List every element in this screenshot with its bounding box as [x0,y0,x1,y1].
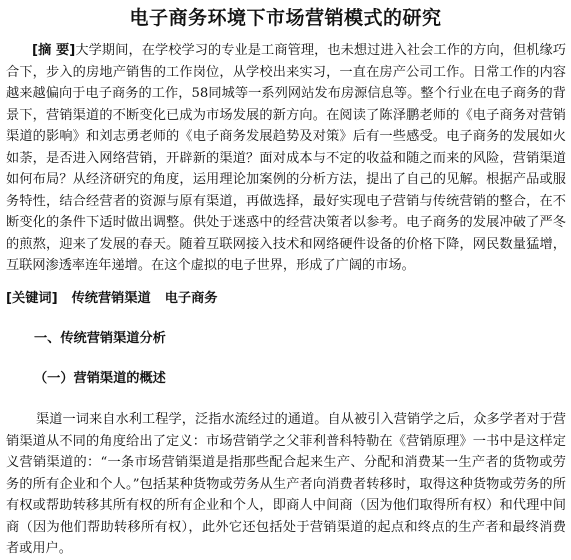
keyword-item: 电子商务 [164,291,218,306]
document-title: 电子商务环境下市场营销模式的研究 [129,7,442,29]
keywords-label: [关键词] [6,291,58,306]
section-heading: 一、传统营销渠道分析 [34,331,166,346]
keyword-item: 传统营销渠道 [71,291,151,306]
keywords-line [6,289,566,309]
subsection-heading: （一）营销渠道的概述 [34,371,166,386]
abstract-text: 大学期间，在学校学习的专业是工商管理，也未想过进入社会工作的方向，但机缘巧合下，步入的房地产销售的工作岗位，从学校出来实习，一直在房产公司工作。日常工作的内容越来越偏向于电子商务的工作，58同城等一系列网站发布房源信息等。整个行业在电子商务的背景下，营销渠道的不断变化已成为市场发展的新方向。在阅读了陈泽鹏老师的《电子商务对营销渠道的影响》和刘志勇老师的《电子商务发展趋势及对策》后有一些感受。电子商务的发展如火如荼，是否进入网络营销，开辟新的渠道？面对成本与不定的收益和随之而来的风险，营销渠道如何布局？从经济研究的角度，运用理论加案例的分析方法，提出了自己的见解。根据产品或服务特性，结合经营者的资源与原有渠道，再做选择，最好实现电子营销与传统营销的整合，在不断变化的条件下适时做出调整。供处于迷惑中的经营决策者以参考。电子商务的发展冲破了严冬的煎熬，迎来了发展的春天。随着互联网接入技术和网络硬件设备的价格下降，网民数量猛增，互联网渗透率连年递增。在这个虚拟的电子世界，形成了广阔的市场。 [6,43,566,273]
abstract-paragraph [6,40,566,277]
abstract-label: [摘 要] [32,43,76,58]
body-paragraph: 渠道一词来自水利工程学，泛指水流经过的通道。自从被引入营销学之后，众多学者对于营销渠道从不同的角度给出了定义：市场营销学之父菲利普科特勒在《营销原理》一书中是这样定义营销渠道的：“一条市场营销渠道是指那些配合起来生产、分配和消费某一生产者的货物或劳务的所有企业和个人。”包括某种货物或劳务从生产者向消费者转移时，取得这种货物或劳务的所有权或帮助转移其所有权的所有企业和个人，即商人中间商（因为他们取得所有权）和代理中间商（因为他们帮助转移所有权），此外它还包括处于营销渠道的起点和终点的生产者和最终消费者或用户。 [6,412,566,556]
